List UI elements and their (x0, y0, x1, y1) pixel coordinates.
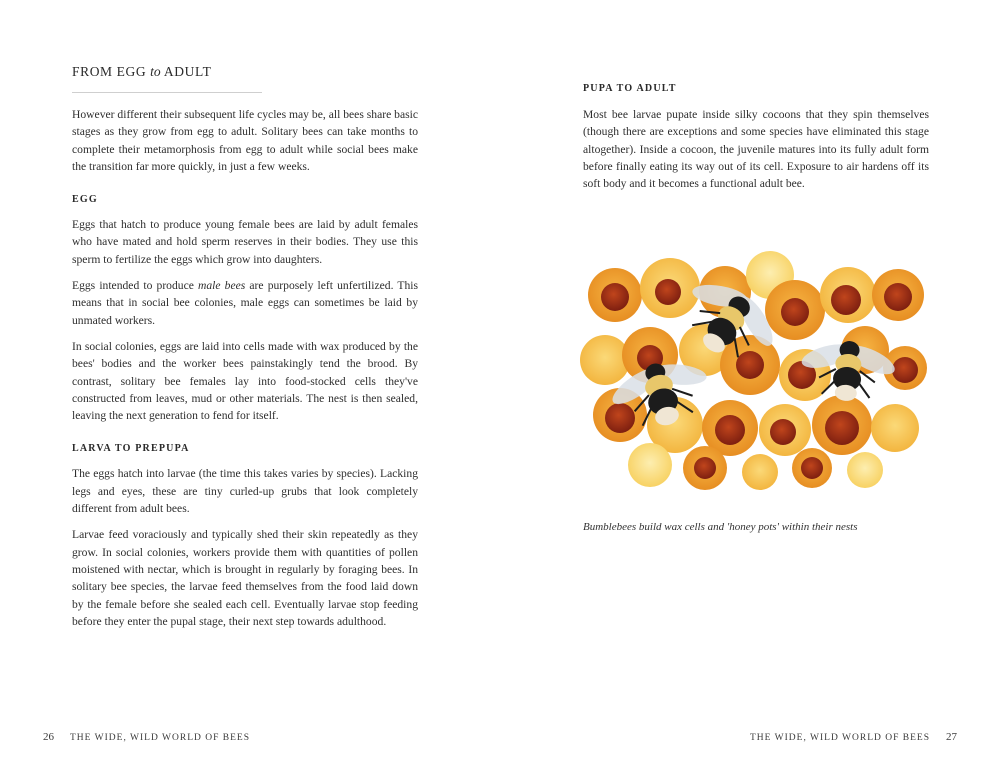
honeycomb-illustration (580, 250, 930, 490)
right-column (583, 80, 929, 201)
egg-paragraph-2: Eggs intended to produce male bees are purposely left unfertilized. This means that in social bee colonies, male eggs can sometimes be laid by unmated workers. (72, 279, 418, 327)
right-running-title: THE WIDE, WILD WORLD OF BEES (750, 733, 930, 743)
honeycomb-bees-illustration (580, 250, 930, 490)
egg-heading: EGG (72, 194, 98, 206)
right-footer (750, 731, 957, 743)
pupa-heading: PUPA TO ADULT (583, 83, 677, 94)
intro-paragraph: However different their subsequent life cycles may be, all bees share basic stages as they grow from egg to adult. Solitary bees can take months to complete their metamorphosis from egg to adult while social bees make the transition far more quickly, in just a few weeks. (72, 108, 418, 173)
title-part-1: FROM EGG (72, 64, 147, 79)
left-page-number: 26 (43, 731, 54, 743)
right-page-number: 27 (946, 731, 957, 743)
larva-heading: LARVA TO PREPUPA (72, 443, 190, 455)
left-footer (43, 731, 250, 743)
title-divider (72, 92, 262, 93)
left-running-title: THE WIDE, WILD WORLD OF BEES (70, 733, 250, 743)
chapter-title (72, 64, 211, 80)
egg-paragraph-3: In social colonies, eggs are laid into cells made with wax produced by the bees' bodies and the worker bees painstakingly tend the brood. By contrast, solitary bee females lay into food-stocked cells they've constructed from leaves, mud or other materials. The nest is then sealed, leaving the next generation to fend for itself. (72, 339, 418, 423)
left-column (72, 106, 418, 639)
larva-paragraph-2: Larvae feed voraciously and typically shed their skin repeatedly as they grow. In social colonies, workers provide them with quantities of pollen moistened with nectar, which is brought in regularly by foraging bees. In solitary bee species, the larvae feed themselves from the food laid down by the female before she sealed each cell. Eventually larvae stop feeding before they enter the pupal stage, their next step towards adulthood. (72, 528, 418, 628)
egg-paragraph-1: Eggs that hatch to produce young female bees are laid by adult females who have mated and hold sperm reserves in their bodies. They use this sperm to fertilize the eggs which grow into daughters. (72, 218, 418, 266)
illustration-caption: Bumblebees build wax cells and 'honey pots' within their nests (583, 521, 858, 533)
title-connector: to (150, 64, 161, 79)
title-part-2: ADULT (163, 64, 212, 79)
larva-paragraph-1: The eggs hatch into larvae (the time this takes varies by species). Lacking legs and eyes, these are tiny curled-up grubs that look completely different from adult bees. (72, 467, 418, 516)
male-bees-emphasis: male bees (198, 279, 246, 293)
pupa-paragraph: Most bee larvae pupate inside silky cocoons that they spin themselves (though there are exceptions and some species have eliminated this stage altogether). Inside a cocoon, the juvenile matures into its fully adult form before finally eating its way out of its cell. Exposure to air hardens off its soft body and it becomes a functional adult bee. (583, 108, 929, 191)
